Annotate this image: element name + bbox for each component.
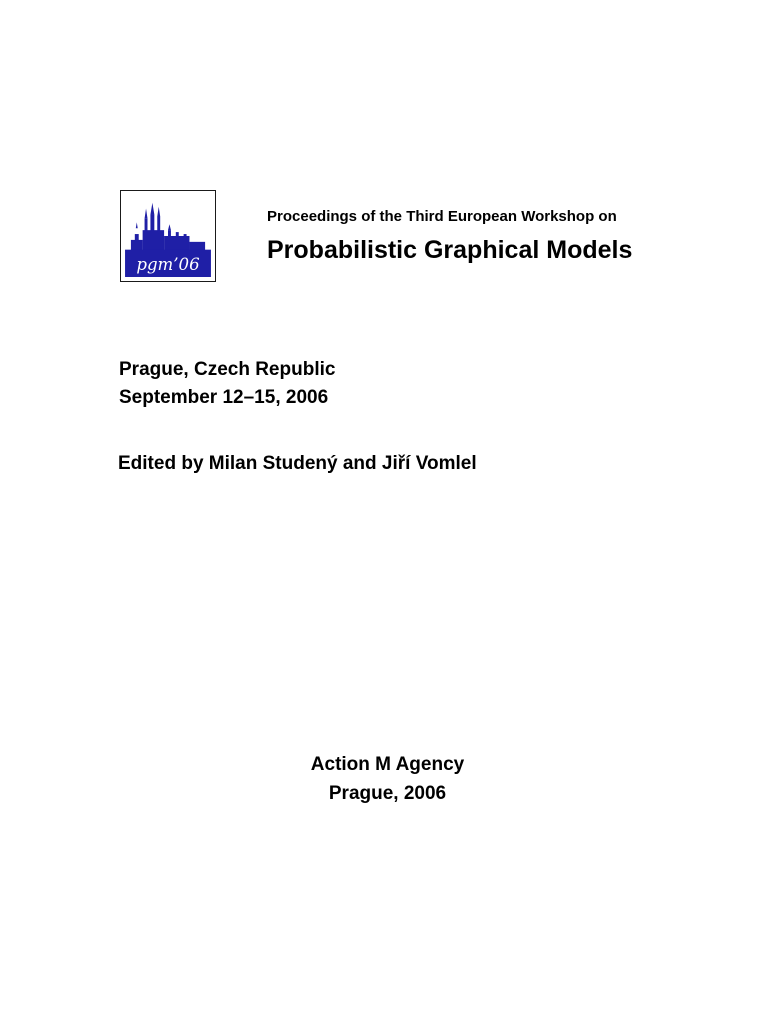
event-place: Prague, Czech Republic xyxy=(119,359,336,380)
proceedings-subtitle: Proceedings of the Third European Workshop on xyxy=(267,208,617,225)
pgm06-logo xyxy=(120,190,216,282)
page-title: Probabilistic Graphical Models xyxy=(267,236,633,264)
event-dates: September 12–15, 2006 xyxy=(119,387,329,408)
prague-castle-logo-icon xyxy=(125,195,211,277)
event-location xyxy=(119,356,335,412)
editors-line: Edited by Milan Studený and Jiří Vomlel xyxy=(118,453,477,474)
publisher-name: Action M Agency xyxy=(310,754,465,775)
publisher-block xyxy=(0,750,768,808)
logo-text: pgm’06 xyxy=(136,255,200,275)
publisher-place-year: Prague, 2006 xyxy=(328,783,447,804)
